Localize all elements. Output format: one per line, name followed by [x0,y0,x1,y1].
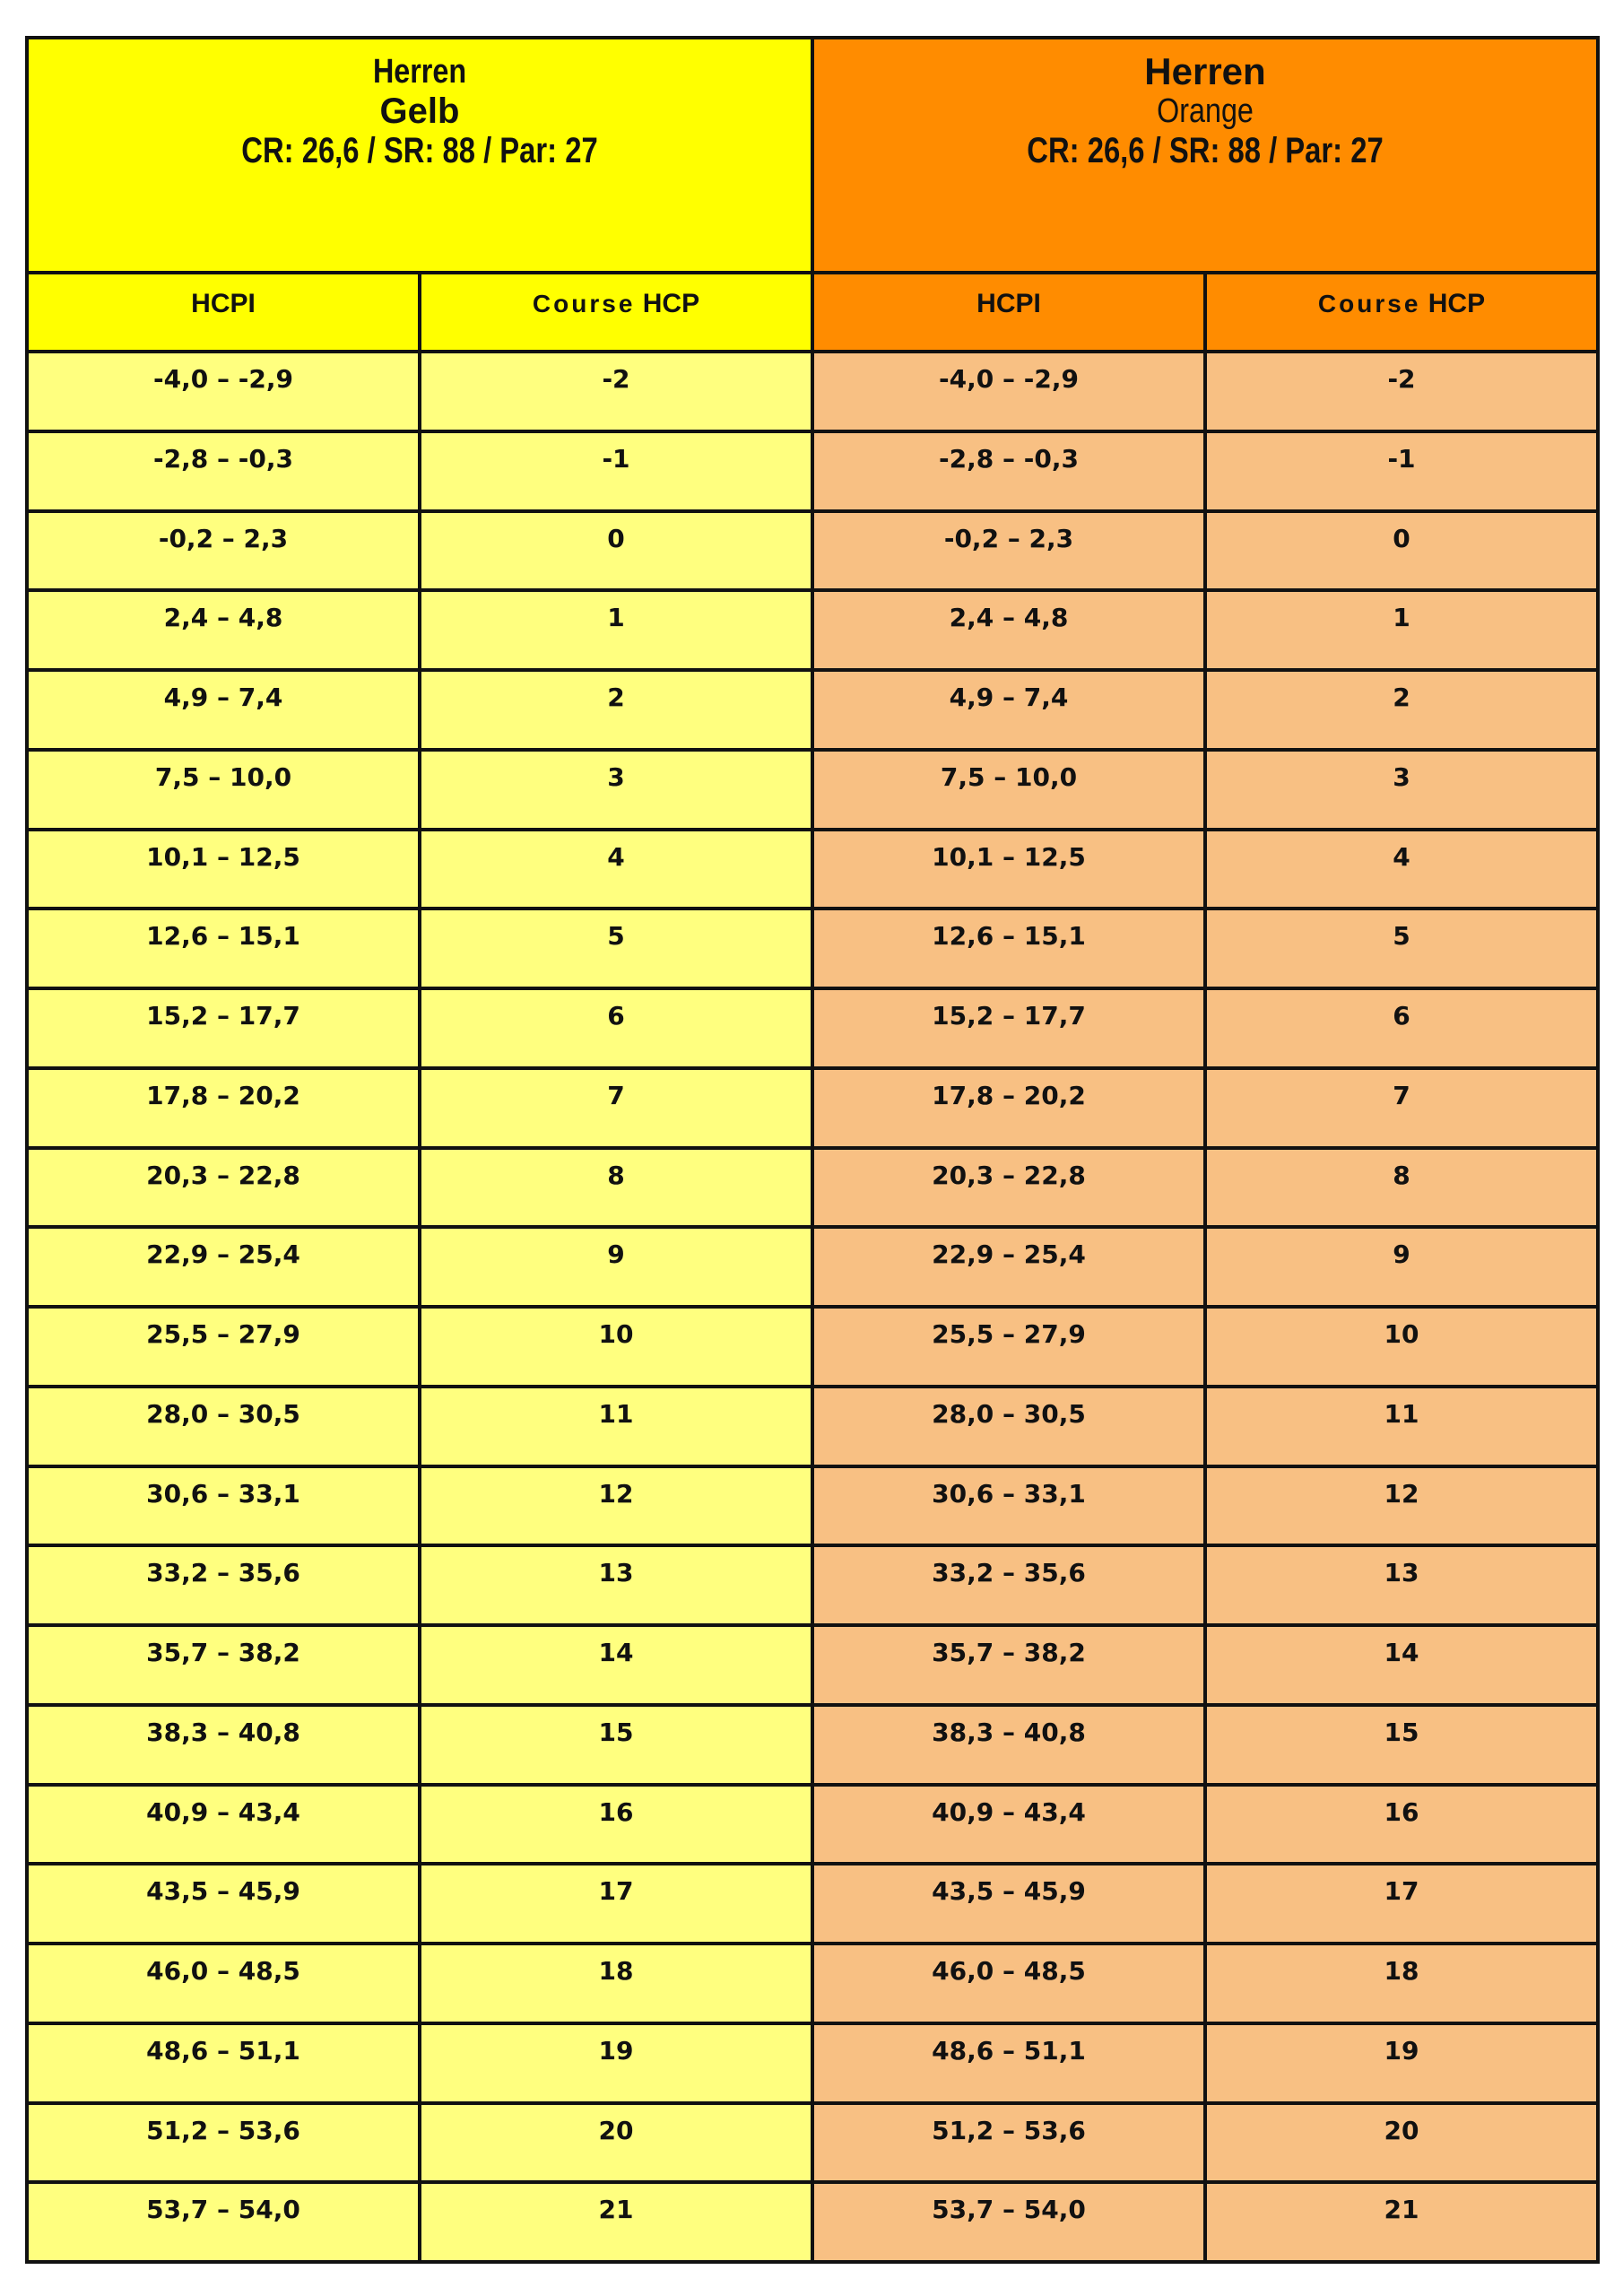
course-hcp-cell-gelb: 17 [420,1864,812,1944]
hcpi-cell-orange: 53,7 – 54,0 [812,2182,1205,2262]
hcpi-cell-orange: 46,0 – 48,5 [812,1944,1205,2023]
course-hcp-cell-gelb: 19 [420,2023,812,2103]
hcpi-cell-gelb: -4,0 – -2,9 [27,352,420,431]
hcpi-cell-orange: 38,3 – 40,8 [812,1705,1205,1785]
course-hcp-cell-orange: 17 [1205,1864,1598,1944]
course-hcp-cell-orange: 9 [1205,1227,1598,1307]
course-hcp-cell-orange: 15 [1205,1705,1598,1785]
course-hcp-cell-orange: 19 [1205,2023,1598,2103]
table-row [27,2103,1598,2183]
hcpi-cell-gelb: 48,6 – 51,1 [27,2023,420,2103]
hcpi-cell-gelb: 7,5 – 10,0 [27,750,420,830]
title-orange [812,38,1598,273]
hcpi-cell-orange: 35,7 – 38,2 [812,1625,1205,1705]
course-hcp-cell-gelb: -2 [420,352,812,431]
course-hcp-cell-gelb: 2 [420,670,812,750]
course-hcp-cell-orange: 16 [1205,1785,1598,1865]
hcpi-cell-orange: -0,2 – 2,3 [812,511,1205,591]
table-row [27,909,1598,988]
hcpi-cell-gelb: 15,2 – 17,7 [27,988,420,1068]
course-hcp-cell-gelb: -1 [420,431,812,511]
hcpi-cell-gelb: 30,6 – 33,1 [27,1466,420,1546]
course-hcp-cell-orange: 11 [1205,1387,1598,1466]
course-hcp-cell-gelb: 20 [420,2103,812,2183]
course-hcp-cell-gelb: 1 [420,590,812,670]
table-row [27,590,1598,670]
course-hcp-cell-orange: 2 [1205,670,1598,750]
title-orange-ratings: CR: 26,6 / SR: 88 / Par: 27 [1027,131,1384,170]
table-row [27,1068,1598,1148]
hcpi-cell-orange: -4,0 – -2,9 [812,352,1205,431]
handicap-sheet [25,36,1596,2264]
column-header-hcpi-orange: HCPI [812,273,1205,352]
hcpi-cell-orange: 43,5 – 45,9 [812,1864,1205,1944]
course-hcp-cell-gelb: 14 [420,1625,812,1705]
hcpi-cell-gelb: 28,0 – 30,5 [27,1387,420,1466]
course-hcp-cell-gelb: 11 [420,1387,812,1466]
hcpi-cell-orange: 40,9 – 43,4 [812,1785,1205,1865]
title-gelb-line1: Herren [372,53,467,91]
hcpi-cell-gelb: 12,6 – 15,1 [27,909,420,988]
course-hcp-cell-orange: 7 [1205,1068,1598,1148]
hcpi-cell-orange: 15,2 – 17,7 [812,988,1205,1068]
course-hcp-cell-gelb: 15 [420,1705,812,1785]
hcpi-cell-orange: -2,8 – -0,3 [812,431,1205,511]
hcpi-cell-orange: 33,2 – 35,6 [812,1545,1205,1625]
course-hcp-cell-orange: 10 [1205,1307,1598,1387]
title-orange-line2: Orange [1157,92,1254,130]
hcpi-cell-gelb: 38,3 – 40,8 [27,1705,420,1785]
table-row [27,1864,1598,1944]
course-hcp-cell-orange: 0 [1205,511,1598,591]
title-row [27,38,1598,273]
hcpi-cell-gelb: -0,2 – 2,3 [27,511,420,591]
course-hcp-cell-gelb: 7 [420,1068,812,1148]
hcpi-cell-gelb: -2,8 – -0,3 [27,431,420,511]
table-row [27,2182,1598,2262]
course-hcp-cell-orange: 20 [1205,2103,1598,2183]
hcpi-cell-gelb: 51,2 – 53,6 [27,2103,420,2183]
course-hcp-cell-orange: 6 [1205,988,1598,1068]
hcpi-cell-gelb: 17,8 – 20,2 [27,1068,420,1148]
hcpi-cell-gelb: 43,5 – 45,9 [27,1864,420,1944]
hcpi-cell-gelb: 53,7 – 54,0 [27,2182,420,2262]
hcpi-cell-orange: 2,4 – 4,8 [812,590,1205,670]
course-hcp-cell-orange: 4 [1205,830,1598,909]
table-row [27,670,1598,750]
course-hcp-cell-orange: 18 [1205,1944,1598,2023]
hcpi-cell-gelb: 22,9 – 25,4 [27,1227,420,1307]
course-hcp-cell-gelb: 10 [420,1307,812,1387]
table-row [27,830,1598,909]
hcpi-cell-orange: 51,2 – 53,6 [812,2103,1205,2183]
course-handicap-table [25,36,1600,2264]
hcpi-cell-orange: 28,0 – 30,5 [812,1387,1205,1466]
course-hcp-cell-gelb: 13 [420,1545,812,1625]
hcpi-cell-orange: 20,3 – 22,8 [812,1148,1205,1228]
table-row [27,352,1598,431]
column-header-hcpi-gelb: HCPI [27,273,420,352]
hcpi-cell-gelb: 25,5 – 27,9 [27,1307,420,1387]
table-row [27,1944,1598,2023]
hcpi-cell-gelb: 46,0 – 48,5 [27,1944,420,2023]
course-hcp-cell-gelb: 0 [420,511,812,591]
table-row [27,511,1598,591]
column-header-row [27,273,1598,352]
hcpi-cell-gelb: 4,9 – 7,4 [27,670,420,750]
hcpi-cell-gelb: 20,3 – 22,8 [27,1148,420,1228]
title-orange-line1: Herren [1144,50,1266,92]
table-row [27,1545,1598,1625]
course-hcp-cell-gelb: 8 [420,1148,812,1228]
course-hcp-cell-gelb: 6 [420,988,812,1068]
course-hcp-cell-orange: 21 [1205,2182,1598,2262]
hcpi-cell-orange: 25,5 – 27,9 [812,1307,1205,1387]
table-row [27,1705,1598,1785]
hcpi-cell-gelb: 2,4 – 4,8 [27,590,420,670]
hcpi-cell-orange: 10,1 – 12,5 [812,830,1205,909]
hcpi-cell-orange: 30,6 – 33,1 [812,1466,1205,1546]
table-row [27,1466,1598,1546]
hcpi-cell-gelb: 40,9 – 43,4 [27,1785,420,1865]
hcpi-cell-gelb: 33,2 – 35,6 [27,1545,420,1625]
hcpi-cell-orange: 22,9 – 25,4 [812,1227,1205,1307]
column-header-course-hcp-orange: Course HCP [1205,273,1598,352]
table-row [27,750,1598,830]
table-row [27,1307,1598,1387]
title-gelb-ratings: CR: 26,6 / SR: 88 / Par: 27 [241,131,598,170]
table-row [27,1785,1598,1865]
hcpi-cell-gelb: 35,7 – 38,2 [27,1625,420,1705]
hcpi-cell-orange: 7,5 – 10,0 [812,750,1205,830]
hcpi-cell-orange: 17,8 – 20,2 [812,1068,1205,1148]
hcpi-cell-orange: 48,6 – 51,1 [812,2023,1205,2103]
course-hcp-cell-orange: 13 [1205,1545,1598,1625]
course-hcp-cell-orange: 12 [1205,1466,1598,1546]
hcpi-cell-gelb: 10,1 – 12,5 [27,830,420,909]
title-gelb-line2: Gelb [379,91,460,131]
table-row [27,1148,1598,1228]
column-header-course-hcp-gelb: Course HCP [420,273,812,352]
table-body [27,352,1598,2262]
table-row [27,988,1598,1068]
course-hcp-cell-orange: -1 [1205,431,1598,511]
course-hcp-cell-orange: 1 [1205,590,1598,670]
course-hcp-cell-orange: -2 [1205,352,1598,431]
title-gelb [27,38,812,273]
course-hcp-cell-gelb: 4 [420,830,812,909]
table-row [27,431,1598,511]
course-hcp-cell-gelb: 9 [420,1227,812,1307]
course-hcp-cell-gelb: 16 [420,1785,812,1865]
course-hcp-cell-gelb: 5 [420,909,812,988]
course-hcp-cell-orange: 5 [1205,909,1598,988]
course-hcp-cell-orange: 8 [1205,1148,1598,1228]
course-hcp-cell-gelb: 3 [420,750,812,830]
course-hcp-cell-orange: 14 [1205,1625,1598,1705]
table-row [27,1387,1598,1466]
hcpi-cell-orange: 4,9 – 7,4 [812,670,1205,750]
hcpi-cell-orange: 12,6 – 15,1 [812,909,1205,988]
table-row [27,1227,1598,1307]
table-row [27,1625,1598,1705]
course-hcp-cell-gelb: 21 [420,2182,812,2262]
table-row [27,2023,1598,2103]
course-hcp-cell-gelb: 18 [420,1944,812,2023]
course-hcp-cell-orange: 3 [1205,750,1598,830]
course-hcp-cell-gelb: 12 [420,1466,812,1546]
